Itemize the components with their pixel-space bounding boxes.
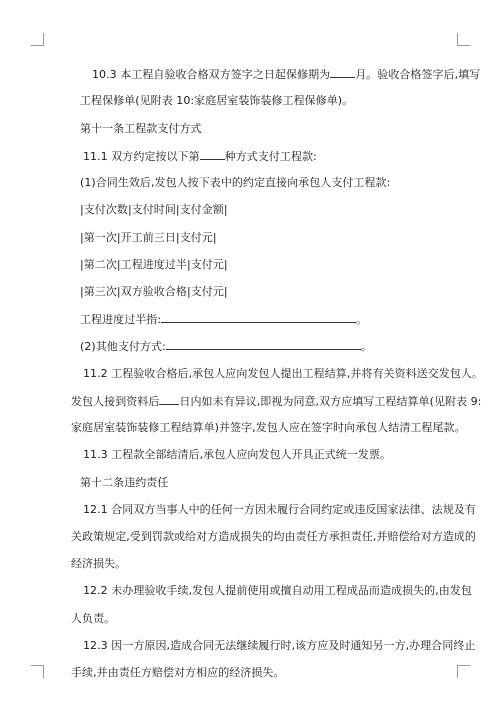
paragraph-12-3-line-1: 12.3 因一方原因,造成合同无法继续履行时,该方应及时通知另一方,办理合同终止 — [83, 639, 476, 652]
text-segment: 种方式支付工程款: — [224, 150, 317, 163]
paragraph-10-3-line-1 — [92, 67, 480, 82]
crop-mark-bottom-right — [457, 665, 470, 678]
text-segment: 月。验收合格签字后,填写 — [355, 68, 481, 81]
text-segment: 日内如未有异议,即视为同意,双方应填写工程结算单(见附表 9: — [179, 395, 482, 408]
payment-option-1: (1)合同生效后,发包人按下表中的约定直接向承包人支付工程款: — [80, 176, 391, 189]
article-12-title: 第十二条违约责任 — [80, 476, 169, 489]
paragraph-11-3: 11.3 工程款全部结清后,承包人应向发包人开具正式统一发票。 — [83, 448, 392, 461]
progress-definition — [80, 312, 367, 327]
blank-field-other-payment[interactable] — [166, 339, 361, 350]
paragraph-12-2-line-1: 12.2 未办理验收手续,发包人提前使用或擅自动用工程成品而造成损失的,由发包 — [83, 584, 472, 597]
table-row: |支付次数|支付时间|支付金额| — [80, 203, 228, 216]
paragraph-11-1 — [83, 149, 317, 164]
blank-field-progress-definition[interactable] — [161, 312, 356, 323]
text-segment: 11.1 双方约定按以下第 — [83, 150, 200, 163]
crop-mark-bottom-left — [31, 665, 44, 678]
text-segment: 。 — [360, 340, 372, 353]
paragraph-12-1-line-2: 关政策规定,受到罚款或给对方造成损失的均由责任方承担责任,并赔偿给对方造成的 — [71, 530, 476, 543]
paragraph-10-3-line-2: 工程保修单(见附表 10:家庭居室装饰装修工程保修单)。 — [80, 94, 354, 107]
article-11-title: 第十一条工程款支付方式 — [80, 122, 202, 135]
table-row: |第一次|开工前三日|支付元| — [80, 231, 217, 244]
paragraph-12-1-line-1: 12.1 合同双方当事人中的任何一方因未履行合同约定或违反国家法律、法规及有 — [83, 503, 476, 516]
blank-field-warranty-months[interactable] — [330, 67, 355, 78]
paragraph-12-1-line-3: 经济损失。 — [71, 557, 127, 570]
paragraph-11-2-line-3: 家庭居室装饰装修工程结算单)并签字,发包人应在签字时向承包人结清工程尾款。 — [71, 421, 466, 434]
table-row: |第二次|工程进度过半|支付元| — [80, 258, 228, 271]
payment-option-2 — [80, 339, 372, 354]
blank-field-days[interactable] — [159, 394, 179, 405]
text-segment: 10.3 本工程自验收合格双方签字之日起保修期为 — [92, 68, 331, 81]
text-segment: 工程进度过半指: — [80, 313, 162, 326]
table-row: |第三次|双方验收合格|支付元| — [80, 285, 228, 298]
crop-mark-top-right — [457, 33, 470, 46]
text-segment: (2)其他支付方式: — [80, 340, 166, 353]
paragraph-11-2-line-1: 11.2 工程验收合格后,承包人应向发包人提出工程结算,并将有关资料送交发包人。 — [83, 367, 483, 380]
text-segment: 。 — [356, 313, 368, 326]
blank-field-payment-method[interactable] — [200, 149, 225, 160]
paragraph-12-2-line-2: 人负责。 — [71, 612, 116, 625]
paragraph-11-2-line-2 — [71, 394, 481, 409]
text-segment: 发包人接到资料后 — [71, 395, 160, 408]
crop-mark-top-left — [31, 33, 44, 46]
paragraph-12-3-line-2: 手续,并由责任方赔偿对方相应的经济损失。 — [71, 666, 285, 679]
